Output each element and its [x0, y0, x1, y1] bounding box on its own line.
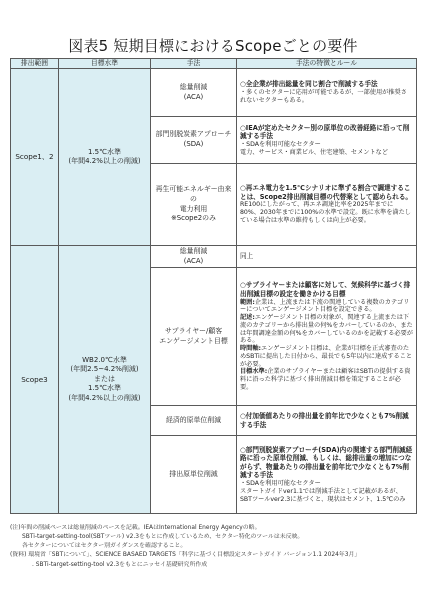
method-aca: [151, 69, 237, 117]
scope3-label: Scope3: [11, 246, 59, 514]
page-title: 図表5 短期目標におけるScopeごとの要件: [68, 37, 358, 55]
rule-text: 企業は、上流または下流の関連している複数のカテゴリーについてエンゲージメント目標を設定できる。: [240, 298, 410, 314]
footnotes: [10, 524, 420, 570]
rule-scope3-aca: [237, 246, 417, 268]
method-name: 総量削減: [179, 82, 208, 91]
footnote: SBTi-target-setting-tool(SBTツール) v2.3をもとに作成しているため、セクター特化のツールは未反映。: [22, 534, 304, 541]
header-target-level: 目標水準: [59, 59, 151, 69]
rule-engagement: [237, 268, 417, 406]
rule-subhead: 範囲:: [240, 298, 255, 306]
level-text: (年間4.2%以上の削減): [68, 393, 141, 402]
rule-economic-intensity: [237, 406, 417, 436]
method-name: (ACA): [183, 256, 204, 265]
method-economic-intensity: [151, 406, 237, 436]
rule-subhead: 目標水準:: [240, 368, 268, 376]
rule-text: RE100にしたがって、再エネ調達比率を2025年までに80%、2030年までに100%の水準で設定。既に水準を満たしている場合は水準の維持もしくは向上が必要。: [240, 201, 411, 224]
level-text: または: [94, 374, 115, 383]
level-text: (年間4.2%以上の削減): [68, 157, 141, 165]
rule-headline: ○IEAが定めたセクター別の原単位の改善経路に沿って削減する手法: [240, 123, 410, 141]
requirements-table: [10, 58, 417, 514]
footnote: 各セクターについてはセクター別ガイダンスを確認すること。: [22, 543, 187, 550]
rule-text: ・多くのセクターに応用が可能であるが、一部使用が推奨されないセクターもある。: [240, 89, 407, 104]
rule-aca: [237, 69, 417, 117]
method-name: 総量削減: [179, 246, 208, 255]
rule-physical-intensity: [237, 436, 417, 514]
scope3-target-level: [59, 246, 151, 514]
rule-text: ・SDAを利用可能なセクター: [240, 140, 321, 148]
rule-scope: [240, 299, 413, 315]
rule-headline: ○再エネ電力を1.5℃シナリオに準ずる割合で調達することは、Scope2排出削減目標の代替案として認められる。: [240, 184, 413, 201]
footnote: (注)年間の削減ペースは総量削減のペースを記載。IEAはInternational Energy Agencyの略。: [10, 525, 261, 531]
table-row: [11, 246, 417, 268]
method-name: (SDA): [183, 140, 204, 148]
rule-subhead: 記述:: [240, 314, 255, 322]
rule-level: [240, 368, 413, 391]
method-name: 経済的原単位削減: [165, 415, 222, 424]
method-name: エンゲージメント目標: [159, 336, 228, 345]
rule-text: 電力、サービス・商業ビル、住宅建築、セメントなど: [240, 148, 389, 156]
rule-renewable: [237, 164, 417, 246]
source-note: . SBTi-target-setting-tool v2.3をもとにニッセイ基礎研究所作成: [32, 561, 208, 568]
rule-sda: [237, 117, 417, 164]
method-renewable: [151, 164, 237, 246]
rule-headline: ○全企業が排出総量を同じ割合で削減する手法: [240, 80, 378, 89]
method-engagement: [151, 268, 237, 406]
method-physical-intensity: [151, 436, 237, 514]
table-header-row: [11, 59, 417, 69]
level-text: WB2.0℃水準: [82, 355, 127, 364]
rule-text: エンゲージメント目標の対象が、関連する上流または下流のカテゴリーから排出量の何%をカバーしているのか、または年間調達金額の何%をカバーしているのかを記載する必要がある。: [240, 314, 413, 345]
level-text: 1.5℃水準: [88, 384, 121, 393]
method-sda: [151, 117, 237, 164]
rule-text: エンゲージメント目標は、企業が目標を正式審査のためSBTiに提出した日付から、最長でも5年以内に達成することが必要。: [240, 345, 413, 368]
rule-timeline: [240, 345, 413, 368]
level-text: 1.5℃水準: [88, 147, 121, 156]
rule-text: 企業のサプライヤーまたは顧客はSBTiの提供する資料に沿った科学に基づく排出削減目標を策定することが必要。: [240, 368, 411, 391]
method-name: 電力利用: [179, 204, 208, 213]
method-name: (ACA): [183, 92, 204, 101]
method-name: サプライヤー/顧客: [164, 326, 223, 335]
level-text: (年間2.5~4.2%削減): [70, 365, 139, 374]
source-note: (資料) 環境省「SBTについて」、SCIENCE BASAED TARGETS「科学に基づく目標設定スタートガイド バージョン1.1 2024年3月」: [10, 552, 361, 559]
rule-headline: ○部門別脱炭素アプローチ(SDA)内の関連する部門削減経路に沿った原単位削減、もしくは、総排出量の増加につながらず、物量あたりの排出量を前年比で少なくとも7%削減する手法: [240, 445, 413, 480]
rule-text: ・SDAを利用可能なセクター: [240, 480, 321, 487]
table-row: [11, 69, 417, 117]
rule-text: スタートガイドver1.1では削減手法として記載があるが、SBTツールver2.3に基づくと、現状はセメント、1.5℃のみ: [240, 487, 406, 503]
scope12-label: Scope1、2: [11, 69, 59, 246]
header-method: 手法: [151, 59, 237, 69]
method-name: 部門別脱炭素アプローチ: [155, 130, 232, 139]
method-name: 再生可能エネルギー由来の: [155, 185, 232, 203]
rule-headline: ○付加価値あたりの排出量を前年比で少なくとも7%削減する手法: [240, 411, 409, 429]
rule-subhead: 時間軸:: [240, 345, 262, 353]
method-name: ※Scope2のみ: [171, 214, 216, 223]
method-name: 排出原単位削減: [169, 469, 218, 478]
scope12-target-level: [59, 69, 151, 246]
rule-text: 同上: [240, 252, 254, 261]
rule-headline: ○サプライヤーまたは顧客に対して、気候科学に基づく排出削減目標の設定を働きかける目標: [240, 281, 411, 298]
method-scope3-aca: [151, 246, 237, 268]
header-rules: 手法の特徴とルール: [237, 59, 417, 69]
rule-record: [240, 314, 413, 345]
header-scope: 排出範囲: [11, 59, 59, 69]
